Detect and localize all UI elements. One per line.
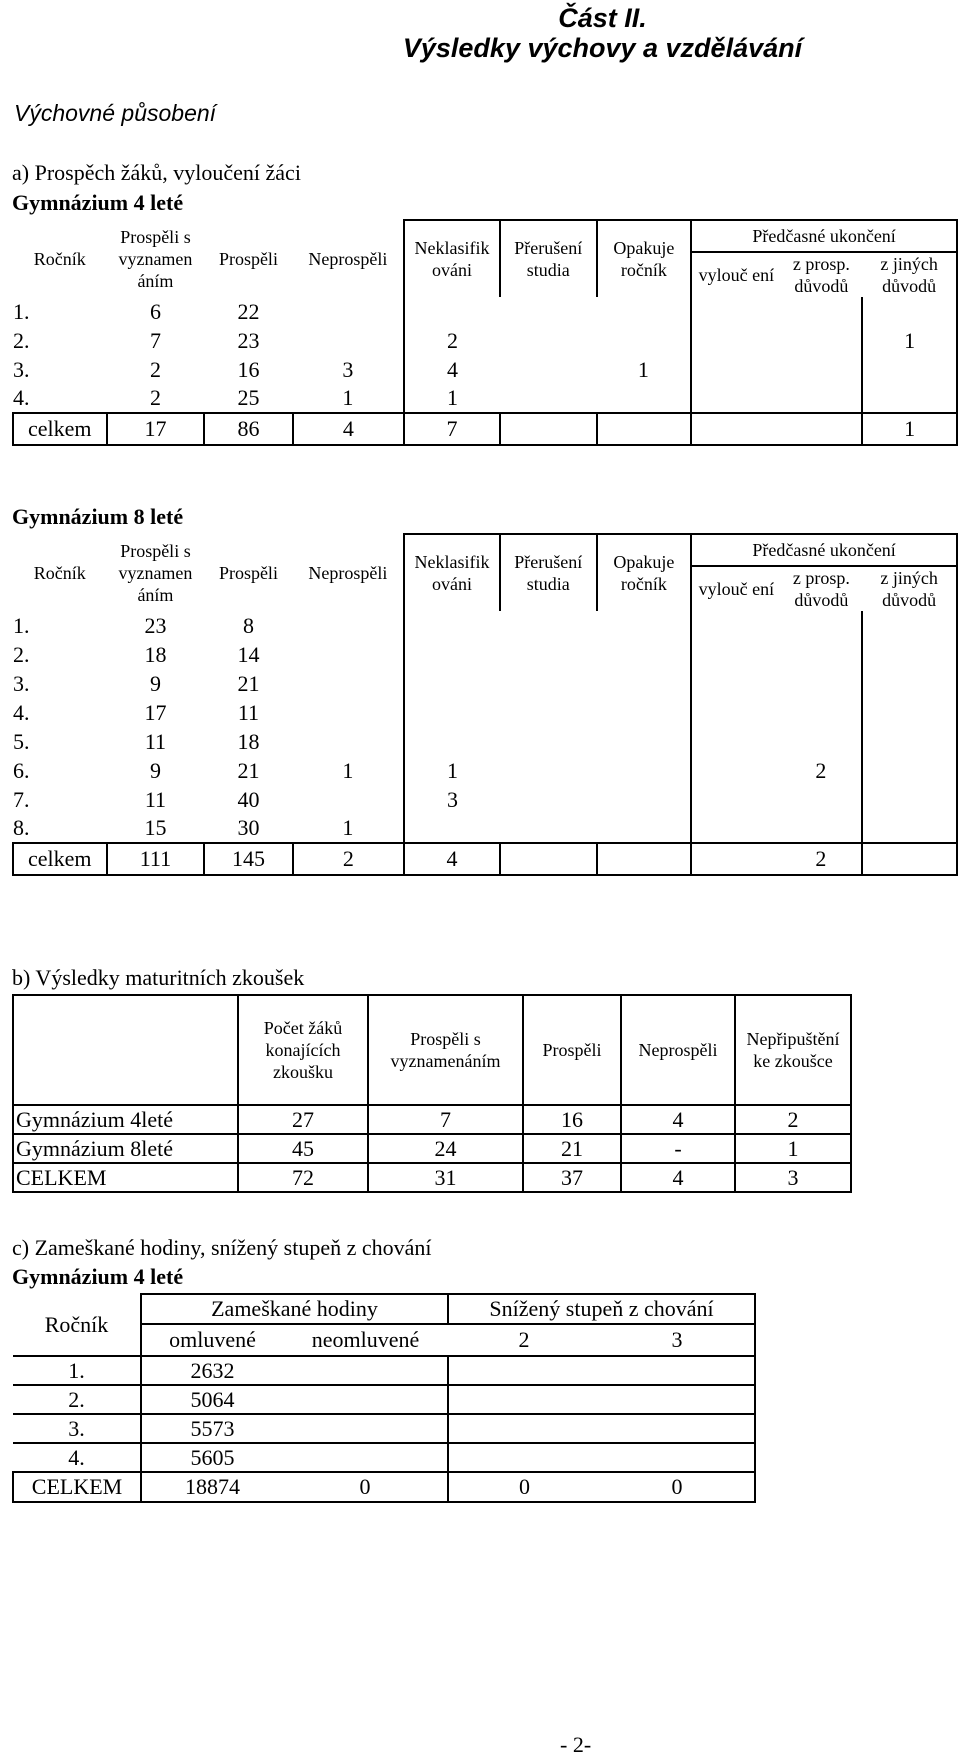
table-cell [597, 384, 692, 413]
table-cell: 4 [621, 1163, 735, 1192]
table-cell: 1 [862, 326, 957, 355]
table-cell: 7. [13, 786, 30, 812]
table-cell: 22 [237, 298, 260, 324]
table-cell [862, 814, 957, 843]
table-cell [691, 756, 780, 785]
total-cell: 4 [404, 843, 500, 875]
total-cell [597, 413, 692, 445]
table-cell [862, 355, 957, 384]
total-cell: 18874 [141, 1472, 283, 1502]
table-cell: 11 [144, 728, 167, 754]
total-cell [691, 413, 780, 445]
table-cell [862, 611, 957, 640]
table-cell: 2 [735, 1105, 851, 1134]
total-row [13, 843, 957, 875]
table-cell: 4. [13, 699, 30, 725]
total-cell [500, 843, 597, 875]
total-cell: celkem [13, 413, 107, 445]
table-cell [293, 326, 405, 355]
table-cell [597, 698, 692, 727]
table-cell: 1 [342, 385, 354, 410]
table-cell [404, 698, 500, 727]
table-cell [862, 698, 957, 727]
table-cell [780, 669, 862, 698]
row-label: Gymnázium 8leté [13, 1134, 238, 1163]
table-cell: 37 [523, 1163, 621, 1192]
total-cell: 1 [862, 413, 957, 445]
header-prospeli-s-vyznamenanim: Prospěli s vyznamen áním [118, 226, 193, 291]
table-row [13, 1105, 851, 1134]
header-stupen-3: 3 [600, 1324, 755, 1356]
header-predcasne-ukonceni: Předčasné ukončení [691, 220, 957, 252]
table-cell: 21 [237, 757, 260, 783]
table-cell [500, 698, 597, 727]
table-cell: 11 [237, 699, 260, 725]
table-cell [500, 640, 597, 669]
table-cell [600, 1385, 755, 1414]
c-subheading: Gymnázium 4 leté [12, 1264, 184, 1289]
total-row [13, 413, 957, 445]
table-row [13, 669, 957, 698]
header-nepripusteni: Nepřipuštění ke zkoušce [746, 1029, 840, 1071]
header-z-jinych-duvodu: z jiných důvodů [862, 566, 957, 611]
table-cell [597, 669, 692, 698]
table-cell [448, 1443, 600, 1472]
header-stupen-2: 2 [448, 1324, 600, 1356]
table-cell [597, 326, 692, 355]
total-cell: 0 [600, 1472, 755, 1502]
header-prospeli-s-vyznamenanim: Prospěli s vyznamen áním [118, 540, 193, 605]
total-cell: celkem [13, 843, 107, 875]
table-cell [404, 669, 500, 698]
table-cell [293, 297, 405, 326]
table-cell: 3 [342, 356, 354, 382]
table-cell [293, 611, 405, 640]
row-label: Gymnázium 4leté [13, 1105, 238, 1134]
table-cell [500, 326, 597, 355]
table-cell [862, 785, 957, 814]
table-cell [600, 1356, 755, 1385]
table-cell: 4. [13, 385, 30, 410]
table-cell [862, 384, 957, 413]
table-row [13, 611, 957, 640]
table-cell [448, 1414, 600, 1443]
table-cell: 5064 [141, 1385, 283, 1414]
header-blank [13, 995, 238, 1105]
maturita-table [12, 994, 852, 1193]
header-preruseni-studia: Přerušení studia [500, 220, 597, 297]
table-cell: 1 [342, 757, 354, 783]
header-prospeli: Prospěli [218, 562, 278, 583]
table-cell: 2 [815, 757, 827, 783]
table-cell: 25 [237, 385, 260, 410]
table-cell: 2632 [141, 1356, 283, 1385]
table-cell [283, 1356, 448, 1385]
table-row [13, 1163, 851, 1192]
table-row [13, 1134, 851, 1163]
header-predcasne-ukonceni: Předčasné ukončení [691, 534, 957, 566]
table-row [13, 727, 957, 756]
table-cell [600, 1443, 755, 1472]
table-row [13, 1356, 755, 1385]
table-cell: 9 [149, 757, 161, 783]
table-row [13, 384, 957, 413]
table-cell: 5. [13, 728, 30, 754]
table-cell [500, 814, 597, 843]
section-b-heading: b) Výsledky maturitních zkoušek [12, 965, 305, 990]
table-cell [691, 814, 780, 843]
table-cell: 2 [149, 385, 161, 410]
table-cell: 1 [342, 815, 354, 840]
total-cell: 2 [780, 843, 862, 875]
table-cell [780, 384, 862, 413]
total-cell: 2 [293, 843, 405, 875]
table-cell: - [621, 1134, 735, 1163]
table-row [13, 1443, 755, 1472]
table-cell [404, 640, 500, 669]
table-cell [780, 355, 862, 384]
table-cell [597, 785, 692, 814]
table-cell: 18 [144, 641, 167, 667]
table-cell: 30 [237, 815, 260, 840]
table-cell: 1 [404, 384, 500, 413]
table-cell [862, 640, 957, 669]
table-cell: 40 [237, 786, 260, 812]
section-a-heading: a) Prospěch žáků, vyloučení žáci [12, 160, 301, 185]
table-cell [597, 611, 692, 640]
header-neomluvene: neomluvené [283, 1324, 448, 1356]
header-rocnik: Ročník [33, 248, 86, 269]
header-vylouceni: vylouč ení [691, 252, 780, 297]
table-cell [780, 640, 862, 669]
table-cell [691, 727, 780, 756]
table-cell: 4 [404, 355, 500, 384]
table-cell [691, 611, 780, 640]
header-rocnik: Ročník [33, 562, 86, 583]
table-cell [862, 669, 957, 698]
table-cell: 1 [637, 356, 649, 382]
table-cell [597, 727, 692, 756]
table-cell [780, 297, 862, 326]
table-cell: 1. [13, 1356, 141, 1385]
header-zameskane-hodiny: Zameškané hodiny [141, 1294, 448, 1324]
table-cell: 3 [404, 785, 500, 814]
header-z-prosp-duvodu: z prosp. důvodů [792, 254, 850, 296]
header-opakuje-rocnik: Opakuje ročník [597, 534, 692, 611]
total-cell: 0 [448, 1472, 600, 1502]
table-cell [293, 640, 405, 669]
table-cell [500, 669, 597, 698]
table-cell [780, 326, 862, 355]
table-cell [500, 297, 597, 326]
table-cell: 45 [238, 1134, 368, 1163]
row-label: CELKEM [13, 1163, 238, 1192]
total-cell: 7 [404, 413, 500, 445]
table-cell [283, 1443, 448, 1472]
section-c-heading: c) Zameškané hodiny, snížený stupeň z chování [12, 1235, 432, 1260]
table-cell [500, 785, 597, 814]
header-pocet-zaku: Počet žáků konajících zkoušku [238, 995, 368, 1105]
table-cell [691, 297, 780, 326]
table-cell [597, 640, 692, 669]
g4-heading: Gymnázium 4 leté [12, 190, 184, 215]
table-row [13, 326, 957, 355]
table-cell: 2. [13, 641, 30, 667]
table-cell [293, 698, 405, 727]
table-cell [448, 1356, 600, 1385]
table-cell: 27 [238, 1105, 368, 1134]
table-cell: 5573 [141, 1414, 283, 1443]
table-cell: 3. [13, 670, 30, 696]
table-row [13, 785, 957, 814]
total-cell: 0 [283, 1472, 448, 1502]
table-cell [404, 727, 500, 756]
header-opakuje-rocnik: Opakuje ročník [597, 220, 692, 297]
table-cell [293, 727, 405, 756]
absence-table [12, 1293, 756, 1503]
table-cell: 15 [144, 815, 167, 840]
table-cell [780, 611, 862, 640]
page-number: - 2- [560, 1732, 592, 1757]
table-cell: 16 [237, 356, 260, 382]
table-cell: 2. [13, 1385, 141, 1414]
header-neprospeli: Neprospěli [308, 248, 388, 269]
g8-results-table [12, 533, 958, 876]
header-preruseni-studia: Přerušení studia [500, 534, 597, 611]
header-neklasifikovani: Neklasifik ováni [404, 534, 500, 611]
table-cell [283, 1414, 448, 1443]
total-cell: 17 [107, 413, 205, 445]
table-cell: 8. [13, 815, 30, 840]
table-cell: 3 [735, 1163, 851, 1192]
table-cell: 8 [242, 612, 254, 638]
table-cell: 7 [149, 327, 161, 353]
table-cell: 31 [368, 1163, 523, 1192]
total-cell: 86 [204, 413, 292, 445]
table-cell [600, 1414, 755, 1443]
table-row [13, 698, 957, 727]
table-cell [691, 326, 780, 355]
table-cell: 21 [237, 670, 260, 696]
header-neprospeli: Neprospěli [308, 562, 388, 583]
table-cell: 21 [523, 1134, 621, 1163]
header-snizeny-stupen: Snížený stupeň z chování [448, 1294, 755, 1324]
table-cell: 9 [149, 670, 161, 696]
table-row [13, 640, 957, 669]
table-cell [691, 355, 780, 384]
total-cell [862, 843, 957, 875]
table-cell [404, 297, 500, 326]
table-cell [500, 727, 597, 756]
table-row [13, 814, 957, 843]
table-cell [780, 785, 862, 814]
table-cell [691, 384, 780, 413]
table-cell: 18 [237, 728, 260, 754]
table-cell [691, 640, 780, 669]
table-cell [404, 611, 500, 640]
table-cell: 1. [13, 612, 30, 638]
header-prospeli: Prospěli [523, 995, 621, 1105]
header-prospeli-s-vyznamenanim: Prospěli s vyznamenáním [368, 995, 523, 1105]
table-cell [691, 698, 780, 727]
table-cell [780, 727, 862, 756]
table-cell [862, 297, 957, 326]
table-cell [597, 756, 692, 785]
table-cell [691, 785, 780, 814]
table-cell [293, 785, 405, 814]
table-cell: 3. [13, 356, 30, 382]
total-cell [597, 843, 692, 875]
table-cell: 1 [735, 1134, 851, 1163]
table-cell: 4 [621, 1105, 735, 1134]
header-rocnik: Ročník [44, 1311, 109, 1337]
table-cell [500, 611, 597, 640]
table-cell: 16 [523, 1105, 621, 1134]
table-cell: 6 [149, 298, 161, 324]
total-cell: CELKEM [13, 1472, 141, 1502]
header-omluvene: omluvené [141, 1324, 283, 1356]
table-cell: 1. [13, 298, 30, 324]
g8-heading: Gymnázium 8 leté [12, 504, 184, 529]
table-cell: 6. [13, 757, 30, 783]
table-cell [862, 756, 957, 785]
table-cell [780, 814, 862, 843]
table-cell: 72 [238, 1163, 368, 1192]
table-cell: 2 [404, 326, 500, 355]
table-cell [500, 384, 597, 413]
total-row [13, 1472, 755, 1502]
total-cell [500, 413, 597, 445]
total-cell [780, 413, 862, 445]
table-cell: 11 [144, 786, 167, 812]
header-z-jinych-duvodu: z jiných důvodů [862, 252, 957, 297]
table-row [13, 355, 957, 384]
table-cell: 5605 [141, 1443, 283, 1472]
table-cell: 4. [13, 1443, 141, 1472]
table-cell: 3. [13, 1414, 141, 1443]
header-vylouceni: vylouč ení [691, 566, 780, 611]
table-cell: 2 [149, 356, 161, 382]
section-title: Výchovné působení [14, 100, 217, 126]
header-prospeli: Prospěli [218, 248, 278, 269]
table-cell: 23 [237, 327, 260, 353]
table-cell: 24 [368, 1134, 523, 1163]
table-row [13, 1414, 755, 1443]
table-cell: 2. [13, 327, 30, 353]
table-cell [597, 814, 692, 843]
table-cell: 23 [144, 612, 167, 638]
table-cell [293, 669, 405, 698]
table-cell [500, 756, 597, 785]
header-neklasifikovani: Neklasifik ováni [404, 220, 500, 297]
table-cell: 1 [404, 756, 500, 785]
total-cell: 111 [107, 843, 205, 875]
table-cell: 14 [237, 641, 260, 667]
total-cell: 145 [204, 843, 292, 875]
total-cell: 4 [293, 413, 405, 445]
table-cell [691, 669, 780, 698]
total-cell [691, 843, 780, 875]
table-cell [597, 297, 692, 326]
part-title: Část II. [558, 3, 647, 33]
table-cell [780, 698, 862, 727]
table-cell [283, 1385, 448, 1414]
page-title: Výsledky výchovy a vzdělávání [402, 33, 803, 63]
table-cell [404, 814, 500, 843]
table-cell [448, 1385, 600, 1414]
table-cell: 17 [144, 699, 167, 725]
table-cell [862, 727, 957, 756]
table-cell: 7 [368, 1105, 523, 1134]
table-row [13, 756, 957, 785]
table-row [13, 297, 957, 326]
table-cell [500, 355, 597, 384]
header-z-prosp-duvodu: z prosp. důvodů [792, 568, 850, 610]
g4-results-table [12, 219, 958, 446]
header-neprospeli: Neprospěli [621, 995, 735, 1105]
table-row [13, 1385, 755, 1414]
